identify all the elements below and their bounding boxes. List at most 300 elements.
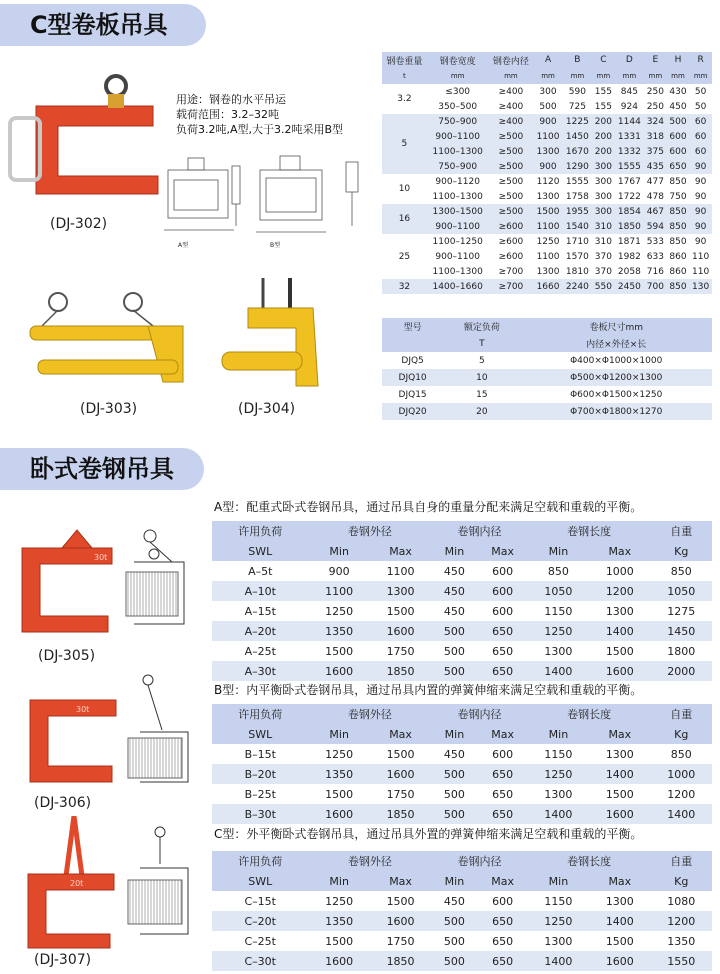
table-cell: 2000 <box>651 661 712 681</box>
table-cell: 90 <box>694 176 707 187</box>
table-row <box>212 561 712 581</box>
table-row <box>382 219 712 234</box>
table-cell: 1450 <box>651 621 712 641</box>
b-type-diagram <box>126 672 202 792</box>
hook-capacity-label-c: 20t <box>70 879 84 888</box>
table-cell: 850 <box>667 279 690 294</box>
table-cell: 318 <box>644 129 667 144</box>
table-cell: 650 <box>478 621 528 641</box>
weight-cell: 25 <box>398 251 411 262</box>
table-row <box>382 264 712 279</box>
b-type-hook-image <box>16 692 124 792</box>
table-cell: 1400–1660 <box>427 279 489 294</box>
table-cell: B–25t <box>244 787 276 801</box>
header-cell: 钢卷宽度 <box>427 52 489 68</box>
table-cell: 1200 <box>651 911 712 931</box>
c-type-hook-image <box>16 816 122 950</box>
header-cell: D <box>615 52 644 68</box>
table-cell: 1400 <box>589 911 650 931</box>
header-cell: mm <box>689 68 712 84</box>
table-cell: 1150 <box>544 894 573 908</box>
table-header-row <box>382 318 712 335</box>
table-cell: 1600 <box>589 804 650 824</box>
table-cell: 324 <box>644 114 667 129</box>
table-cell: 1570 <box>565 251 589 262</box>
table-cell: 650 <box>492 644 514 658</box>
table-cell: A–25t <box>244 644 276 658</box>
table-cell: 1400 <box>589 621 650 641</box>
table-cell: 20 <box>443 403 520 420</box>
header-cell: 卷钢内径 <box>431 851 527 871</box>
c-type-table <box>212 851 712 971</box>
table-row <box>212 804 712 824</box>
product-code-dj-307: (DJ-307) <box>34 952 92 968</box>
table-cell: 1000 <box>651 764 712 784</box>
table-cell: 1600 <box>370 911 431 931</box>
table-cell: 1250 <box>325 747 354 761</box>
info-load-range: 载荷范围：3.2–32吨 <box>176 108 279 121</box>
table-cell: 650 <box>492 787 514 801</box>
table-cell: A–20t <box>212 621 308 641</box>
table-cell: 90 <box>689 204 712 219</box>
table-cell: 850 <box>667 219 690 234</box>
table-row <box>382 159 712 174</box>
table-cell: 1600 <box>370 764 431 784</box>
header-cell: A <box>533 52 562 68</box>
table-cell: C–30t <box>212 951 308 971</box>
table-cell: 1300 <box>544 934 573 948</box>
table-cell: 850 <box>667 204 690 219</box>
table-cell: 450 <box>431 581 477 601</box>
header-cell: 卷钢长度 <box>528 521 651 541</box>
table-cell: 650 <box>478 951 528 971</box>
table-cell: 850 <box>669 176 687 187</box>
table-cell: DJQ10 <box>382 369 443 386</box>
table-row <box>382 84 712 99</box>
header-cell: 卷钢内径 <box>431 521 527 541</box>
table-cell: ≥400 <box>489 114 534 129</box>
header-cell: 许用负荷 <box>212 521 308 541</box>
header-cell: mm <box>563 68 592 84</box>
table-cell: 1100 <box>386 564 415 578</box>
header-cell: mm <box>427 68 489 84</box>
table-cell: 300 <box>539 86 557 97</box>
header-cell: SWL <box>212 724 308 744</box>
technical-drawing <box>160 152 375 262</box>
table-cell: 1400 <box>528 951 589 971</box>
table-cell: 1850 <box>370 661 431 681</box>
section-title-horizontal: 卧式卷钢吊具 <box>0 448 204 490</box>
table-cell: DJQ5 <box>401 355 424 366</box>
table-cell: ≥700 <box>489 279 534 294</box>
table-cell: 1871 <box>617 236 641 247</box>
table-cell: B–20t <box>212 764 308 784</box>
table-cell: 900–1100 <box>435 251 480 262</box>
table-cell: 1300 <box>533 144 562 159</box>
table-cell: 1100–1250 <box>432 236 483 247</box>
table-cell: 1500 <box>325 644 354 658</box>
table-cell: 1767 <box>617 176 641 187</box>
table-cell: 1100 <box>533 219 562 234</box>
table-cell: 1100–1300 <box>427 144 489 159</box>
table-cell: 1750 <box>386 934 415 948</box>
table-cell: 1275 <box>667 604 696 618</box>
table-cell: ≥600 <box>498 251 524 262</box>
header-cell: Max <box>478 541 528 561</box>
a-type-description: A型：配重式卧式卷钢吊具，通过吊具自身的重量分配来满足空载和重载的平衡。 <box>214 500 643 514</box>
table-cell: 1500 <box>605 787 634 801</box>
table-cell: ≥500 <box>498 191 524 202</box>
table-row <box>382 352 712 369</box>
b-type-description: B型：内平衡卧式卷钢吊具，通过吊具内置的弹簧伸缩来满足空载和重载的平衡。 <box>214 683 643 697</box>
table-row <box>382 174 712 189</box>
table-cell: 1555 <box>565 176 589 187</box>
table-cell: 650 <box>478 911 528 931</box>
table-cell: 1350 <box>308 764 369 784</box>
table-cell: 500 <box>443 934 465 948</box>
table-cell: 600 <box>492 894 514 908</box>
header-cell: E <box>644 52 667 68</box>
table-cell: ≥500 <box>489 129 534 144</box>
table-cell: 350–500 <box>438 101 478 112</box>
table-cell: 1120 <box>536 176 560 187</box>
header-cell: SWL <box>212 871 308 891</box>
table-cell: 1600 <box>589 661 650 681</box>
table-cell: 1050 <box>651 581 712 601</box>
table-cell: 1600 <box>308 661 369 681</box>
table-cell: 850 <box>547 564 569 578</box>
table-cell: 2240 <box>563 279 592 294</box>
table-cell: C–20t <box>212 911 308 931</box>
table-cell: A–5t <box>248 564 273 578</box>
a-type-diagram <box>124 524 202 642</box>
table-cell: 650 <box>478 661 528 681</box>
table-row <box>382 114 712 129</box>
table-cell: 60 <box>689 144 712 159</box>
table-row <box>212 601 712 621</box>
table-header-row <box>212 851 712 871</box>
table-cell: 1758 <box>565 191 589 202</box>
table-header-row <box>212 871 712 891</box>
table-cell: 1600 <box>589 951 650 971</box>
table-cell: 1331 <box>615 129 644 144</box>
table-cell: 1350 <box>308 911 369 931</box>
table-cell: A–15t <box>244 604 276 618</box>
drawing-label-b: B型 <box>270 242 281 249</box>
table-cell: 250 <box>646 86 664 97</box>
header-cell: 卷钢长度 <box>528 704 651 724</box>
table-cell: 450 <box>443 604 465 618</box>
yellow-lifter-303-image <box>28 290 193 390</box>
table-cell: 1540 <box>563 219 592 234</box>
header-cell: R <box>689 52 712 68</box>
table-cell: 600 <box>667 129 690 144</box>
header-cell: C <box>592 52 615 68</box>
table-row <box>212 784 712 804</box>
table-cell: 594 <box>644 219 667 234</box>
header-cell: mm <box>667 68 690 84</box>
product-code-dj-302: (DJ-302) <box>50 216 108 232</box>
table-cell: 1100 <box>533 129 562 144</box>
table-cell: 1080 <box>667 894 696 908</box>
c-type-spec-table <box>382 52 712 294</box>
table-cell: 750–900 <box>427 159 489 174</box>
header-cell: Kg <box>651 541 712 561</box>
table-cell: 1300 <box>536 266 560 277</box>
header-cell: 卷钢长度 <box>528 851 651 871</box>
table-cell: B–30t <box>212 804 308 824</box>
table-cell: 1710 <box>565 236 589 247</box>
table-cell: 750 <box>669 191 687 202</box>
table-cell: 1050 <box>528 581 589 601</box>
table-cell: 430 <box>669 86 687 97</box>
table-cell: ≥400 <box>498 86 524 97</box>
table-row <box>382 279 712 294</box>
header-cell: Min <box>308 541 369 561</box>
table-cell: 900–1100 <box>427 129 489 144</box>
product-code-dj-305: (DJ-305) <box>38 648 96 664</box>
table-cell: 500 <box>667 114 690 129</box>
header-cell: Min <box>308 724 369 744</box>
table-cell: 650 <box>478 804 528 824</box>
header-cell: Max <box>370 871 431 891</box>
table-cell: 1854 <box>615 204 644 219</box>
table-cell: ≥500 <box>489 159 534 174</box>
info-type-rule: 负荷3.2吨,A型,大于3.2吨采用B型 <box>176 123 344 136</box>
table-cell: 600 <box>492 604 514 618</box>
table-cell: 850 <box>670 564 692 578</box>
table-cell: 500 <box>431 661 477 681</box>
table-cell: 1500 <box>533 204 562 219</box>
table-cell: ≥500 <box>489 204 534 219</box>
table-row <box>212 744 712 764</box>
table-row <box>382 144 712 159</box>
table-cell: 1250 <box>528 621 589 641</box>
weight-cell: 16 <box>382 204 427 234</box>
c-hook-image <box>8 68 173 213</box>
table-cell: 1250 <box>528 764 589 784</box>
header-cell: Max <box>370 724 431 744</box>
header-cell: Max <box>589 724 650 744</box>
header-cell: Kg <box>651 871 712 891</box>
table-cell: 500 <box>443 787 465 801</box>
header-cell: Min <box>308 871 369 891</box>
table-cell: 1400 <box>651 804 712 824</box>
header-cell: 自重 <box>651 521 712 541</box>
table-cell: 1250 <box>325 894 354 908</box>
info-usage: 用途：钢卷的水平吊运 <box>176 93 286 106</box>
table-row <box>382 234 712 249</box>
weight-cell: 5 <box>382 114 427 174</box>
table-cell: 60 <box>689 114 712 129</box>
table-cell: 1660 <box>533 279 562 294</box>
table-row <box>382 386 712 403</box>
table-cell: 600 <box>667 144 690 159</box>
table-header-row <box>212 521 712 541</box>
table-cell: 550 <box>592 279 615 294</box>
yellow-hook-304-image <box>218 278 338 390</box>
table-row <box>382 189 712 204</box>
table-cell: A–10t <box>212 581 308 601</box>
table-cell: 860 <box>669 251 687 262</box>
table-cell: 1955 <box>563 204 592 219</box>
table-cell: 1100 <box>536 251 560 262</box>
table-cell: Φ600×Φ1500×1250 <box>570 389 663 400</box>
table-cell: C–25t <box>244 934 276 948</box>
table-cell: 1750 <box>386 644 415 658</box>
table-cell: 155 <box>594 86 612 97</box>
table-cell: 375 <box>644 144 667 159</box>
table-cell: DJQ20 <box>382 403 443 420</box>
table-row <box>212 931 712 951</box>
table-cell: ≥700 <box>498 266 524 277</box>
table-cell: 1300 <box>605 894 634 908</box>
table-cell: 1750 <box>386 787 415 801</box>
table-cell: 1250 <box>536 236 560 247</box>
table-cell: 650 <box>667 159 690 174</box>
table-cell: 650 <box>478 764 528 784</box>
table-cell: 200 <box>592 144 615 159</box>
header-cell: Min <box>528 541 589 561</box>
table-cell: 600 <box>492 564 514 578</box>
a-type-table <box>212 521 712 681</box>
table-cell: 900 <box>533 159 562 174</box>
table-cell: 435 <box>644 159 667 174</box>
table-cell: 200 <box>592 114 615 129</box>
table-cell: 1600 <box>370 621 431 641</box>
header-cell: 卷钢外径 <box>308 521 431 541</box>
table-cell: 600 <box>492 747 514 761</box>
table-cell: 450 <box>443 564 465 578</box>
header-cell: 型号 <box>382 318 443 335</box>
table-cell: 1500 <box>386 894 415 908</box>
table-cell: 1400 <box>589 764 650 784</box>
table-cell: 900–1100 <box>427 219 489 234</box>
table-cell: 300 <box>594 176 612 187</box>
weight-cell: 10 <box>398 184 411 194</box>
table-cell: 900 <box>328 564 350 578</box>
table-cell: 1200 <box>667 787 696 801</box>
table-cell: 533 <box>646 236 664 247</box>
table-cell: 900 <box>533 114 562 129</box>
table-cell: 500 <box>443 644 465 658</box>
table-header-row <box>382 335 712 352</box>
table-cell: 1100–1300 <box>432 191 483 202</box>
table-cell: 1150 <box>544 604 573 618</box>
table-cell: 1300 <box>544 787 573 801</box>
table-cell: 90 <box>694 191 707 202</box>
header-cell: Max <box>370 541 431 561</box>
table-header-row <box>212 541 712 561</box>
table-cell: 850 <box>670 747 692 761</box>
header-cell: mm <box>615 68 644 84</box>
table-cell: 1290 <box>563 159 592 174</box>
djq-table <box>382 318 712 420</box>
table-cell: 5 <box>478 355 485 366</box>
table-cell: 1350 <box>308 621 369 641</box>
table-cell: 130 <box>689 279 712 294</box>
header-cell: Min <box>528 871 589 891</box>
table-cell: 10 <box>443 369 520 386</box>
table-cell: 650 <box>492 934 514 948</box>
table-cell: 1144 <box>615 114 644 129</box>
b-type-table <box>212 704 712 824</box>
drawing-label-a: A型 <box>178 242 189 249</box>
header-cell: Min <box>528 724 589 744</box>
header-cell: 许用负荷 <box>212 704 308 724</box>
table-cell: 850 <box>669 236 687 247</box>
header-cell: mm <box>489 68 534 84</box>
table-header-row <box>212 724 712 744</box>
table-cell: 1450 <box>563 129 592 144</box>
table-cell: 1670 <box>563 144 592 159</box>
table-cell: 300 <box>592 204 615 219</box>
table-cell: 2450 <box>615 279 644 294</box>
table-cell: 1850 <box>370 804 431 824</box>
header-cell: 钢卷重量 <box>382 52 427 68</box>
table-row <box>212 891 712 911</box>
table-cell: 155 <box>594 101 612 112</box>
table-cell: 450 <box>669 101 687 112</box>
table-cell: 860 <box>669 266 687 277</box>
table-header-row <box>382 52 712 68</box>
table-cell: C–15t <box>244 894 276 908</box>
table-cell: 1000 <box>605 564 634 578</box>
table-cell: 300 <box>594 191 612 202</box>
header-cell: t <box>382 68 427 84</box>
table-cell: 1850 <box>370 951 431 971</box>
table-cell: 1400 <box>528 661 589 681</box>
header-cell: T <box>443 335 520 352</box>
table-cell: 478 <box>646 191 664 202</box>
table-cell: Φ500×Φ1200×1300 <box>520 369 712 386</box>
header-cell: 钢卷内径 <box>489 52 534 68</box>
table-cell: 716 <box>646 266 664 277</box>
header-cell: mm <box>592 68 615 84</box>
table-cell: 1850 <box>615 219 644 234</box>
table-cell: 590 <box>568 86 586 97</box>
table-cell: 1810 <box>565 266 589 277</box>
header-cell: 自重 <box>651 704 712 724</box>
table-cell: 900–1120 <box>435 176 480 187</box>
table-row <box>382 369 712 386</box>
table-cell: 500 <box>539 101 557 112</box>
table-cell: 1225 <box>563 114 592 129</box>
c-type-info <box>176 92 343 137</box>
table-cell: ≥600 <box>489 219 534 234</box>
table-cell: 1500 <box>386 747 415 761</box>
table-row <box>212 621 712 641</box>
table-cell: 1250 <box>528 911 589 931</box>
table-cell: 633 <box>646 251 664 262</box>
table-cell: 1300 <box>370 581 431 601</box>
table-header-row <box>382 68 712 84</box>
header-cell: 卷板尺寸mm <box>520 318 712 335</box>
table-cell: ≥500 <box>498 176 524 187</box>
hook-capacity-label-b: 30t <box>76 705 90 714</box>
table-cell: 50 <box>694 86 707 97</box>
product-code-dj-303: (DJ-303) <box>80 401 138 417</box>
table-cell: 450 <box>443 747 465 761</box>
header-cell: Kg <box>651 724 712 744</box>
table-cell: 2058 <box>617 266 641 277</box>
table-cell: 1500 <box>605 934 634 948</box>
header-cell: SWL <box>212 541 308 561</box>
header-cell: 卷钢外径 <box>308 704 431 724</box>
header-cell: 卷钢内径 <box>431 704 527 724</box>
table-cell: 1100 <box>308 581 369 601</box>
table-cell: 1500 <box>386 604 415 618</box>
